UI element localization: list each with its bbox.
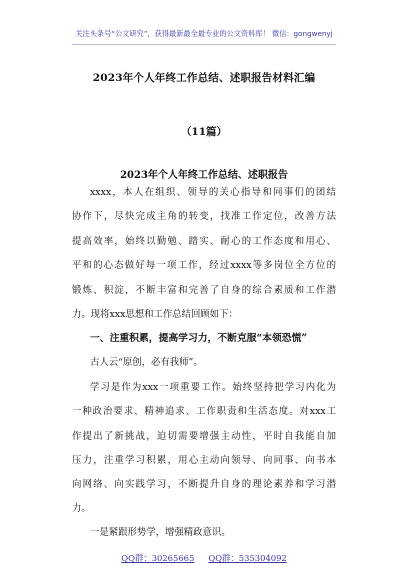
- footer-contacts: [0, 552, 408, 564]
- paragraph-line: 学习是作为xxx一项重要工作。始终坚持把学习内化为: [90, 382, 336, 393]
- subheading-1: 一是紧跟形势学，增强精政意识。: [90, 527, 231, 538]
- document-count: （11篇）: [180, 126, 228, 138]
- section-title: 2023年个人年终工作总结、述职报告: [120, 170, 288, 181]
- header-note: 关注头条号“公文研究”，获得最新最全最专业的公文资料库！ 微信：gongwenyj: [75, 29, 333, 38]
- paragraph-line: 压力，注重学习积累，用心主动向领导、向同事、向书本: [72, 455, 336, 466]
- paragraph-line: 力。: [72, 503, 91, 514]
- paragraph-line: 一种政治要求、精神追求、工作职责和生活态度。对xxx工: [72, 406, 336, 417]
- document-title: 2023年个人年终工作总结、述职报告材料汇编: [92, 72, 316, 84]
- paragraph-line: 协作下，尽快完成主角的转变，找准工作定位，改善方法: [72, 211, 336, 222]
- paragraph-line: 提高效率，始终以勤勉、踏实、耐心的工作态度和用心、: [72, 236, 336, 247]
- paragraph-line: 向网络、向实践学习，不断提升自身的理论素养和学习潜: [72, 479, 336, 490]
- paragraph-line: 平和的心态做好每一项工作，经过xxxx等多岗位全方位的: [72, 260, 336, 271]
- footer-qq-group-2[interactable]: QQ群：535304092: [208, 553, 287, 563]
- footer-qq-group-1[interactable]: QQ群：30265665: [121, 553, 195, 563]
- paragraph-line: 作提出了新挑战，迫切需要增强主动性，平时自我能自加: [72, 431, 336, 442]
- paragraph-line: 锻炼、积淀，不断丰富和完善了自身的综合素质和工作潜: [72, 285, 336, 296]
- header-divider: [72, 44, 336, 45]
- paragraph-line: xxxx，本人在组织、领导的关心指导和同事们的团结: [90, 187, 336, 198]
- heading-1: 一、注重积累，提高学习力，不断克服“本领恐慌”: [90, 333, 308, 344]
- quote-line: 古人云“原创，必有我师”。: [90, 357, 203, 368]
- paragraph-line: 力。现将xxx思想和工作总结回顾如下：: [72, 309, 238, 320]
